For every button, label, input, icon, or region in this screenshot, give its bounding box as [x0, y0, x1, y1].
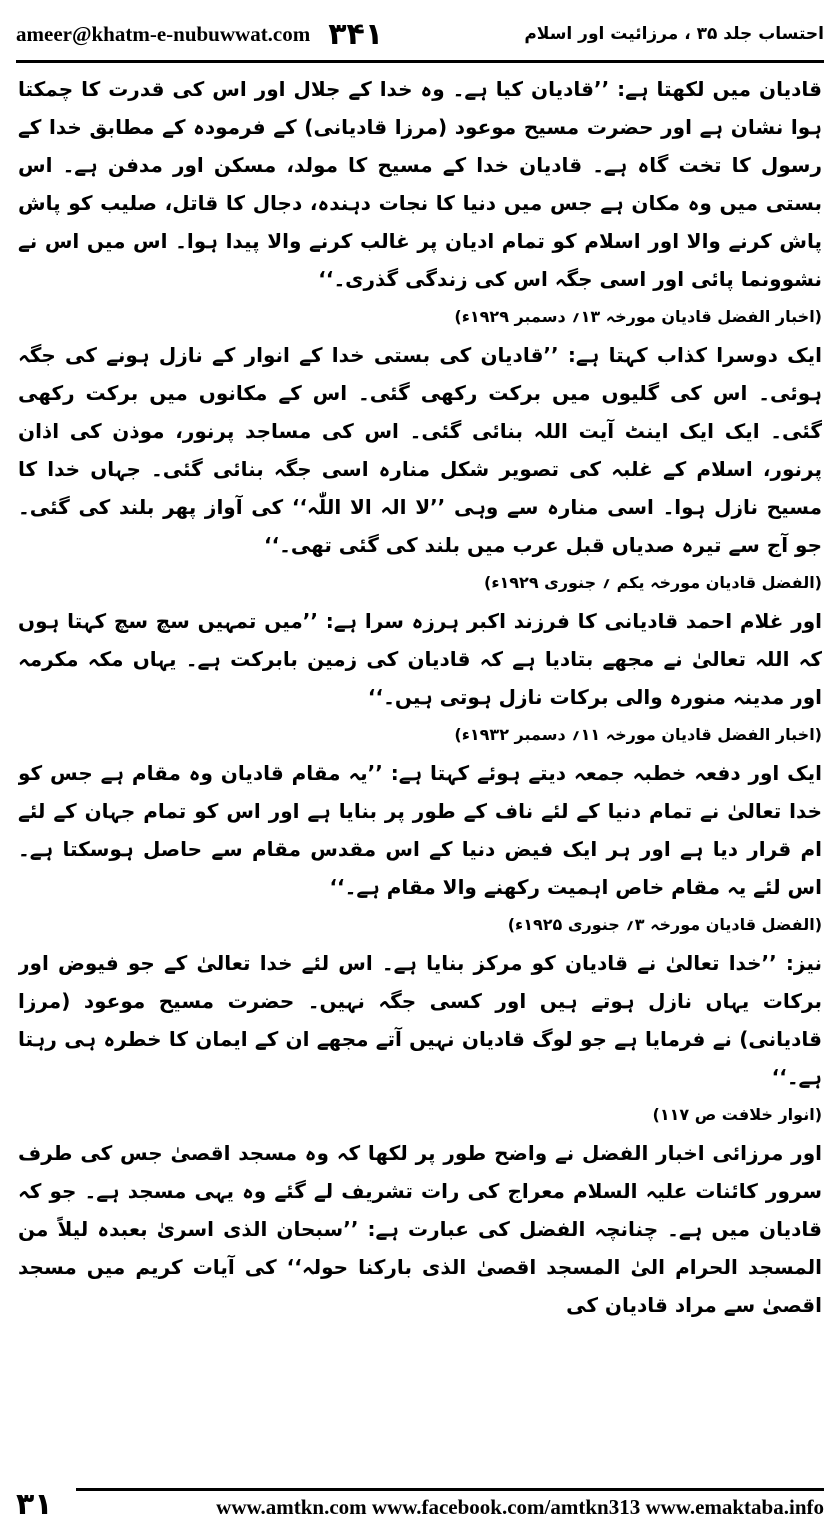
citation-1: (اخبار الفضل قادیان مورخہ ۱۳؍ دسمبر ۱۹۲۹ء) [454, 307, 822, 326]
body-paragraph-5: نیز: ’’خدا تعالیٰ نے قادیان کو مرکز بنایا ہے۔ اس لئے خدا تعالیٰ کے جو فیوض اور برکات یہاں نازل ہوتے ہیں اور کسی جگہ نہیں۔ حضرت مسیح موعود (مرزا قادیانی) نے فرمایا ہے جو لوگ قادیان نہیں آتے مجھے ان کے ایمان کا خطرہ ہی رہتا ہے۔‘‘ [18, 951, 822, 1089]
citation-4: (الفضل قادیان مورخہ ۳؍ جنوری ۱۹۲۵ء) [507, 915, 822, 934]
header-page-number: ۳۴۱ [328, 16, 384, 52]
page-header [16, 10, 824, 58]
body-paragraph-2: ایک دوسرا کذاب کہتا ہے: ’’قادیان کی بستی خدا کے انوار کے نازل ہونے کی جگہ ہوئی۔ اس کی گلیوں میں برکت رکھی گئی۔ اس کے مکانوں میں برکت رکھی گئی۔ ایک ایک اینٹ آیت اللہ بنائی گئی۔ اس کی مساجد پرنور، موذن کی اذان پرنور، اسلام کے غلبہ کی تصویر شکل منارہ اسی جگہ بنائی گئی۔ جہاں خدا کا مسیح نازل ہوا۔ اسی منارہ سے وہی ’’لا الہ الا اللّٰہ‘‘ کی آواز پھر بلند کی گئی۔ جو آج سے تیرہ صدیاں قبل عرب میں بلند کی گئی تھی۔‘‘ [18, 343, 822, 557]
page-footer [16, 1480, 824, 1528]
body-paragraph-6: اور مرزائی اخبار الفضل نے واضح طور پر لکھا کہ وہ مسجد اقصیٰ جس کی طرف سرور کائنات علیہ السلام معراج کی رات تشریف لے گئے وہ یہی مسجد ہے۔ جو کہ قادیان میں ہے۔ چنانچہ الفضل کی عبارت ہے: ’’سبحان الذی اسریٰ بعبدہ لیلاً من المسجد الحرام الیٰ المسجد اقصیٰ الذی بارکنا حولہ‘‘ کی آیات کریم میں مسجد اقصیٰ سے مراد قادیان کی [18, 1141, 822, 1317]
footer-websites[interactable]: www.amtkn.com www.facebook.com/amtkn313 www.emaktaba.info [216, 1495, 824, 1519]
footer-bar [76, 1488, 824, 1520]
footer-rule [76, 1488, 824, 1491]
body-paragraph-1: قادیان میں لکھتا ہے: ’’قادیان کیا ہے۔ وہ خدا کے جلال اور اس کی قدرت کا چمکتا ہوا نشان ہے اور حضرت مسیح موعود (مرزا قادیانی) کے فرمودہ کے مطابق خدا کے رسول کا تخت گاہ ہے۔ قادیان خدا کے مسیح کا مولد، مسکن اور مدفن ہے۔ اس بستی میں وہ مکان ہے جس میں دنیا کا نجات دہندہ، دجال کا قاتل، صلیب کو پاش پاش کرنے والا اور اسلام کو تمام ادیان پر غالب کرنے والا پیدا ہوا۔ اس میں اس نے نشوونما پائی اور اسی جگہ اس کی زندگی گذری۔‘‘ [18, 77, 822, 291]
citation-3: (اخبار الفضل قادیان مورخہ ۱۱؍ دسمبر ۱۹۳۲ء) [454, 725, 822, 744]
citation-5: (انوار خلافت ص ۱۱۷) [652, 1105, 822, 1124]
page-body [18, 70, 822, 1465]
body-paragraph-3: اور غلام احمد قادیانی کا فرزند اکبر ہرزہ سرا ہے: ’’میں تمہیں سچ سچ کہتا ہوں کہ اللہ تعالیٰ نے مجھے بتادیا ہے کہ قادیان کی زمین بابرکت ہے۔ یہاں مکہ مکرمہ اور مدینہ منورہ والی برکات نازل ہوتی ہیں۔‘‘ [18, 609, 822, 709]
body-paragraph-4: ایک اور دفعہ خطبہ جمعہ دیتے ہوئے کہتا ہے: ’’یہ مقام قادیان وہ مقام ہے جس کو خدا تعالیٰ نے تمام دنیا کے لئے ناف کے طور پر بنایا ہے اور اس کو تمام جہان کے لئے ام قرار دیا ہے اور ہر ایک فیض دنیا کے اس مقدس مقام سے حاصل ہوسکتا ہے۔ اس لئے یہ مقام خاص اہمیت رکھنے والا مقام ہے۔‘‘ [18, 761, 822, 899]
footer-page-number: ۳۱ [16, 1486, 53, 1522]
header-rule [16, 60, 824, 63]
header-book-title: احتساب جلد ۳۵ ، مرزائیت اور اسلام [524, 24, 824, 44]
header-left [16, 17, 383, 52]
header-email[interactable]: ameer@khatm-e-nubuwwat.com [16, 21, 311, 46]
citation-2: (الفضل قادیان مورخہ یکم ؍ جنوری ۱۹۲۹ء) [484, 573, 822, 592]
